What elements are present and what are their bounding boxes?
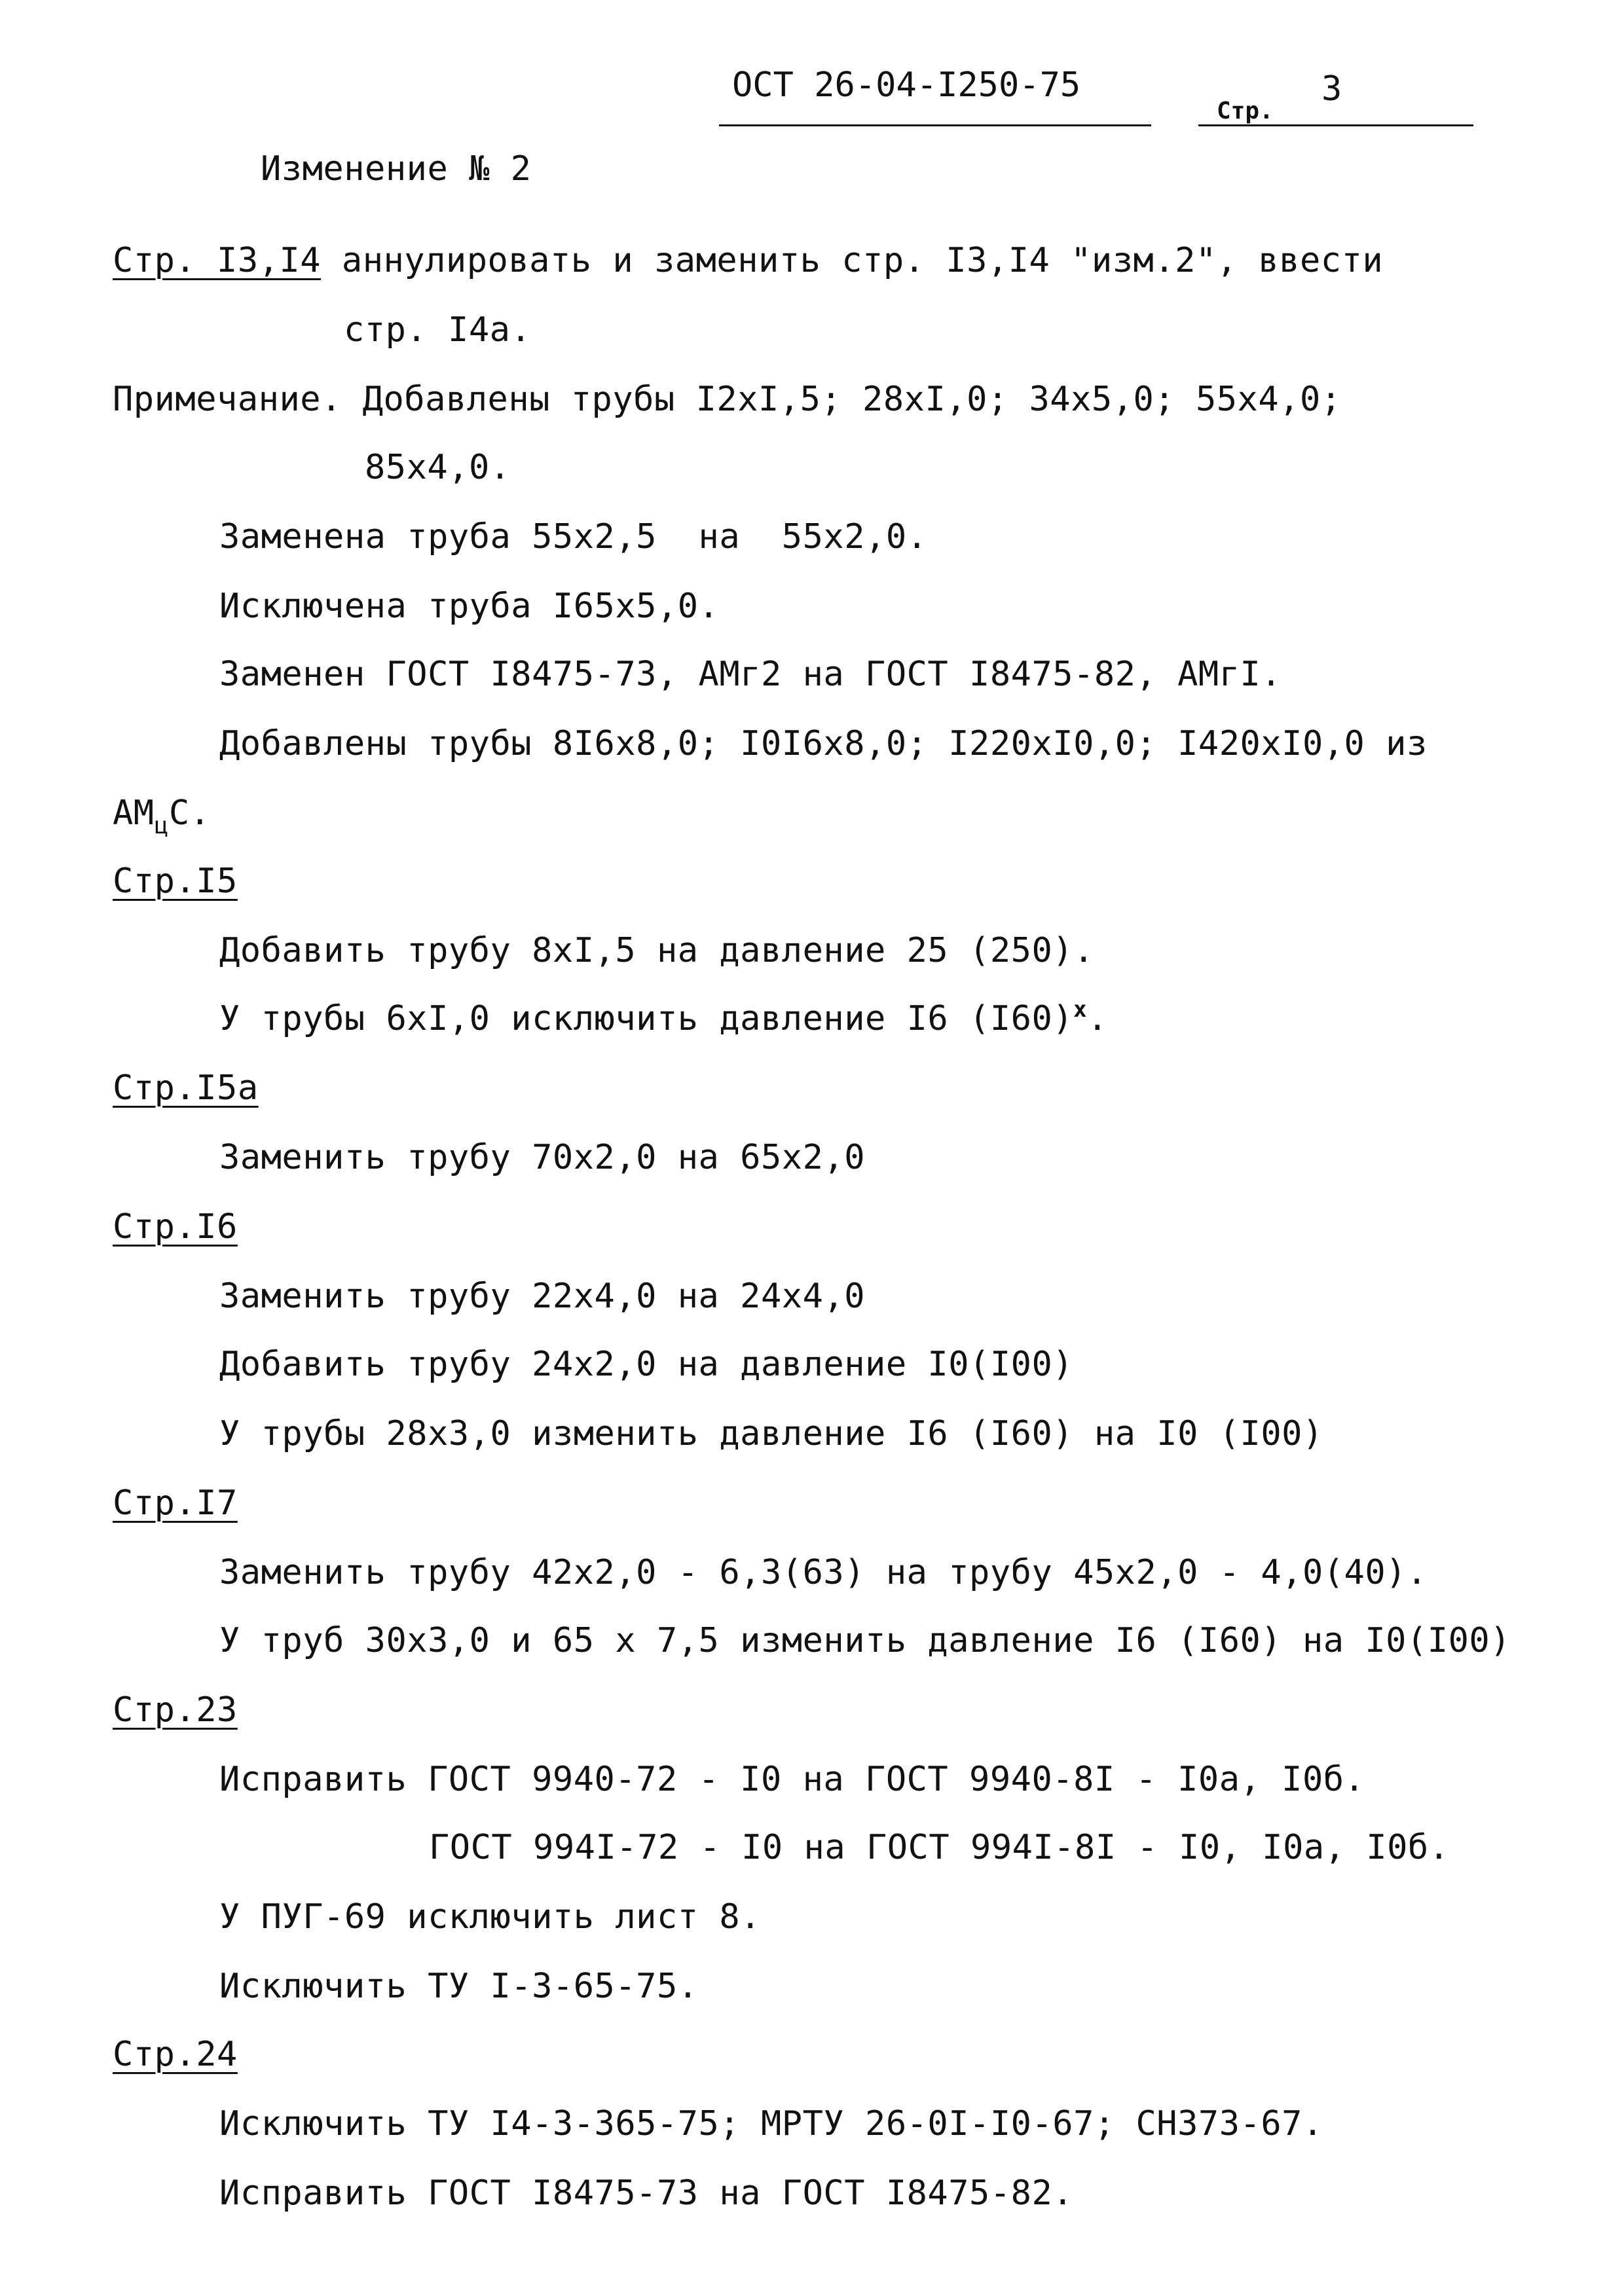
header-rule-left [719, 124, 1151, 126]
page-number: 3 [1321, 69, 1342, 109]
block1-line [113, 241, 1383, 280]
section-heading-p15a: Стр.I5а [113, 1068, 259, 1108]
header-rule-right [1198, 124, 1473, 126]
p17-line-1: Заменить трубу 42x2,0 - 6,3(63) на трубу 45x2,0 - 4,0(40). [219, 1553, 1428, 1592]
section-heading-p17: Стр.I7 [113, 1484, 238, 1523]
p15a-line-1: Заменить трубу 70x2,0 на 65x2,0 [219, 1138, 866, 1177]
p15-line-2 [219, 996, 1108, 1038]
p15-line-2-text: У трубы 6xI,0 исключить давление I6 (I60) [219, 999, 1074, 1038]
p24-line-2: Исправить ГОСТ I8475-73 на ГОСТ I8475-82. [219, 2174, 1074, 2213]
note-line-3: Заменена труба 55x2,5 на 55x2,0. [219, 517, 928, 556]
p23-line-3: У ПУГ-69 исключить лист 8. [219, 1897, 761, 1937]
alloy-subscript: ц [154, 812, 169, 839]
section-heading-p15: Стр.I5 [113, 862, 238, 901]
change-title: Изменение № 2 [261, 149, 532, 189]
p24-line-1: Исключить ТУ I4-3-365-75; МРТУ 26-0I-I0-67; СН373-67. [219, 2104, 1323, 2143]
p23-line-4: Исключить ТУ I-3-65-75. [219, 1967, 699, 2006]
alloy-name: АМ [113, 793, 155, 833]
p23-line-1: Исправить ГОСТ 9940-72 - I0 на ГОСТ 9940-8I - I0а, I0б. [219, 1760, 1365, 1799]
note-line-4: Исключена труба I65x5,0. [219, 587, 720, 626]
block1-text: аннулировать и заменить стр. I3,I4 "изм.2", ввести [321, 241, 1384, 280]
block1-continuation: стр. I4а. [344, 310, 532, 350]
alloy-suffix: С. [168, 793, 211, 833]
p16-line-1: Заменить трубу 22x4,0 на 24x4,0 [219, 1277, 866, 1316]
p23-line-2: ГОСТ 994I-72 - I0 на ГОСТ 994I-8I - I0, I0а, I0б. [429, 1828, 1450, 1867]
footnote-mark: x [1073, 996, 1088, 1023]
p15-line-2-end: . [1087, 999, 1108, 1038]
section-heading-p23: Стр.23 [113, 1690, 238, 1730]
page-label: Стр. [1217, 98, 1274, 124]
note-line-2: 85x4,0. [365, 448, 511, 487]
note-line-7 [113, 793, 211, 839]
note-line-6: Добавлены трубы 8I6x8,0; I0I6x8,0; I220xI0,0; I420xI0,0 из [219, 724, 1428, 763]
p16-line-3: У трубы 28x3,0 изменить давление I6 (I60) на I0 (I00) [219, 1414, 1323, 1453]
note-line-5: Заменен ГОСТ I8475-73, АМг2 на ГОСТ I8475-82, АМгI. [219, 655, 1282, 694]
section-heading-p16: Стр.I6 [113, 1207, 238, 1247]
note-line-1: Примечание. Добавлены трубы I2xI,5; 28xI,0; 34x5,0; 55x4,0; [113, 380, 1342, 419]
section-heading-p24: Стр.24 [113, 2035, 238, 2074]
block1-page-ref: Стр. I3,I4 [113, 241, 322, 280]
p17-line-2: У труб 30x3,0 и 65 x 7,5 изменить давление I6 (I60) на I0(I00) [219, 1621, 1511, 1660]
p16-line-2: Добавить трубу 24x2,0 на давление I0(I00) [219, 1345, 1074, 1384]
document-code: ОСТ 26-04-I250-75 [732, 65, 1081, 105]
p15-line-1: Добавить трубу 8xI,5 на давление 25 (250). [219, 931, 1094, 970]
